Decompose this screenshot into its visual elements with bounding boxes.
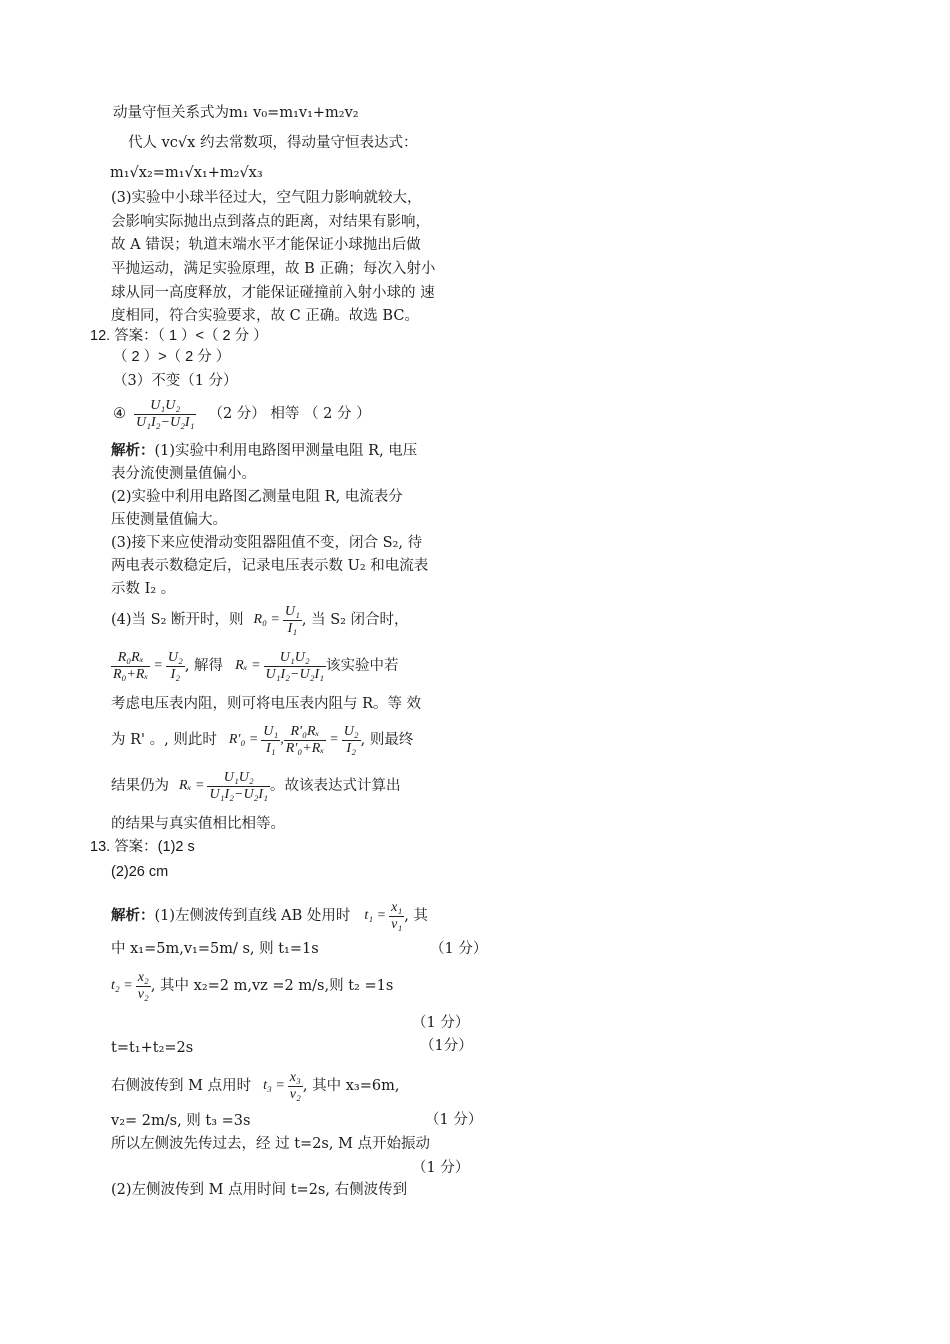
text-line: t=t₁+t₂=2s [111, 1040, 194, 1056]
q13-answer-heading: 13. 答案：(1)2 s [90, 839, 195, 855]
text-line: （ 2 ）>（ 2 分 ） [113, 349, 231, 365]
fraction [283, 604, 302, 637]
denominator: R₀+Rₓ [113, 666, 149, 682]
score-text: （1 分） [412, 1015, 470, 1031]
text-segment: 。故该表达式计算出 [269, 778, 401, 794]
text-line: 会影响实际抛出点到落点的距离，对结果有影响， [111, 214, 430, 230]
q12-formula-line [113, 394, 371, 434]
fraction [284, 724, 326, 757]
text-line: 两电表示数稳定后，记录电压表示数 U₂ 和电流表 [111, 558, 429, 574]
fraction-rx [134, 398, 196, 431]
denominator: I₂ [342, 740, 361, 757]
equals-sign: = [329, 732, 339, 747]
text-line: v₂= 2m/s, 则 t₃ =3s [111, 1113, 251, 1129]
text-segment: , 其中 x₂=2 m,vz =2 m/s,则 t₂ =1s [150, 978, 394, 994]
text-line: 度相同，符合实验要求，故 C 正确。故选 BC。 [111, 308, 419, 324]
text-line: 球从同一高度释放，才能保证碰撞前入射小球的 速 [111, 285, 435, 301]
text-segment: , 当 S₂ 闭合时， [301, 612, 409, 628]
fraction [207, 770, 269, 803]
text-line: 表分流使测量值偏小。 [111, 466, 256, 482]
r0-symbol: R₀ = [253, 612, 280, 627]
numerator: x₃ [289, 1069, 301, 1085]
text-segment: (4)当 S₂ 断开时，则 [111, 612, 244, 628]
text-line: (3)接下来应使滑动变阻器阻值不变，闭合 S₂, 待 [111, 535, 423, 551]
numerator: x₁ [391, 899, 403, 915]
fraction [166, 650, 185, 683]
text-segment: , 其中 x₃=6m, [302, 1078, 400, 1094]
fraction [264, 650, 326, 683]
numerator: U₁ [284, 603, 300, 619]
comma: , [280, 732, 284, 747]
numerator: U₁U₂ [279, 649, 310, 665]
score-text: （2 分） 相等 （ 2 分 ） [208, 406, 371, 422]
analysis-label: 解析： [111, 442, 155, 459]
formula-line [111, 966, 393, 1006]
text-line: (3)实验中小球半径过大，空气阻力影响就较大， [111, 190, 422, 206]
fraction [342, 724, 361, 757]
numerator: x₂ [137, 969, 149, 985]
numerator: R′₀Rₓ [290, 723, 320, 739]
text-line: (2)26 cm [111, 864, 169, 880]
formula-line [111, 1066, 399, 1106]
denominator: v₁ [391, 916, 403, 932]
text-segment: (1)左侧波传到直线 AB 处用时 [154, 908, 351, 924]
fraction [261, 724, 280, 757]
fraction [136, 970, 151, 1003]
denominator: R′₀+Rₓ [285, 740, 325, 756]
formula-line [111, 766, 400, 806]
score-text: （1 分） [412, 1160, 470, 1176]
denominator: v₂ [289, 1086, 301, 1102]
text-segment: 该实验中若 [326, 658, 399, 674]
text-line: m₁√x₂=m₁√x₁+m₂√x₃ [110, 165, 263, 181]
text-line: 中 x₁=5m,v₁=5m/ s, 则 t₁=1s [111, 941, 319, 957]
circled-number: ④ [113, 406, 126, 422]
fraction [389, 900, 404, 933]
t2-symbol: t₂ = [111, 978, 133, 993]
denominator: U₁I₂−U₂I₁ [265, 666, 325, 682]
numerator: R₀Rₓ [117, 649, 144, 665]
text-line: 压使测量值偏大。 [111, 512, 227, 528]
analysis-label: 解析： [111, 907, 155, 924]
denominator: I₁ [261, 740, 280, 757]
numerator: U₁ [263, 723, 279, 739]
text-line: 的结果与真实值相比相等。 [111, 816, 285, 832]
numerator: U₁U₂ [223, 769, 254, 785]
text-line: (2)左侧波传到 M 点用时间 t=2s, 右侧波传到 [111, 1182, 408, 1198]
text-segment: , 解得 [184, 658, 224, 674]
text-line: 考虑电压表内阻，则可将电压表内阻与 R。等 效 [111, 696, 422, 712]
text-segment: 结果仍为 [111, 778, 169, 794]
text-line: 代人 vc√x 约去常数项，得动量守恒表达式： [128, 135, 418, 151]
text-line: 动量守恒关系式为m₁ v₀=m₁v₁+m₂v₂ [113, 105, 359, 121]
numerator: U₂ [167, 649, 183, 665]
denominator: I₁ [283, 620, 302, 637]
q12-answer-heading: 12. 答案：（ 1 ）<（ 2 分 ） [90, 328, 268, 344]
text-line: 所以左侧波先传过去，经 过 t=2s, M 点开始振动 [111, 1136, 431, 1152]
formula-line [111, 646, 399, 686]
denominator: U₁I₂−U₂I₁ [136, 414, 195, 430]
equals-sign: = [153, 658, 163, 673]
t1-symbol: t₁ = [364, 908, 387, 923]
text-line: 平抛运动，满足实验原理，故 B 正确；每次入射小 [111, 261, 436, 277]
numerator: U₁U₂ [150, 397, 181, 413]
formula-line [111, 896, 428, 936]
text-segment: 右侧波传到 M 点用时 [111, 1078, 252, 1094]
score-text: （1分） [420, 1038, 473, 1054]
score-text: （1 分） [425, 1112, 483, 1128]
denominator: U₁I₂−U₂I₁ [209, 786, 268, 802]
text-line: (2)实验中利用电路图乙测量电阻 R, 电流表分 [111, 489, 403, 505]
text-line: 故 A 错误；轨道末端水平才能保证小球抛出后做 [111, 237, 421, 253]
rx-symbol: Rₓ = [179, 778, 205, 793]
rx-symbol: Rₓ = [235, 658, 261, 673]
t3-symbol: t₃ = [263, 1078, 285, 1093]
denominator: I₂ [166, 666, 185, 683]
text-line [111, 441, 417, 461]
text-segment: , 则最终 [360, 732, 414, 748]
text-segment: , 其 [404, 908, 428, 924]
numerator: U₂ [343, 723, 359, 739]
r-prime-symbol: R′₀ = [228, 732, 259, 747]
formula-line [111, 718, 413, 762]
text-line: （3）不变（1 分） [113, 373, 238, 389]
score-text: （1 分） [430, 941, 488, 957]
text-segment: 为 R' 。, 则此时 [111, 732, 217, 748]
analysis-text: (1)实验中利用电路图甲测量电阻 R, 电压 [154, 443, 418, 459]
text-line: 示数 I₂ 。 [111, 581, 176, 597]
formula-line [111, 600, 409, 640]
denominator: v₂ [137, 986, 149, 1002]
fraction [111, 650, 150, 683]
fraction [288, 1070, 303, 1103]
